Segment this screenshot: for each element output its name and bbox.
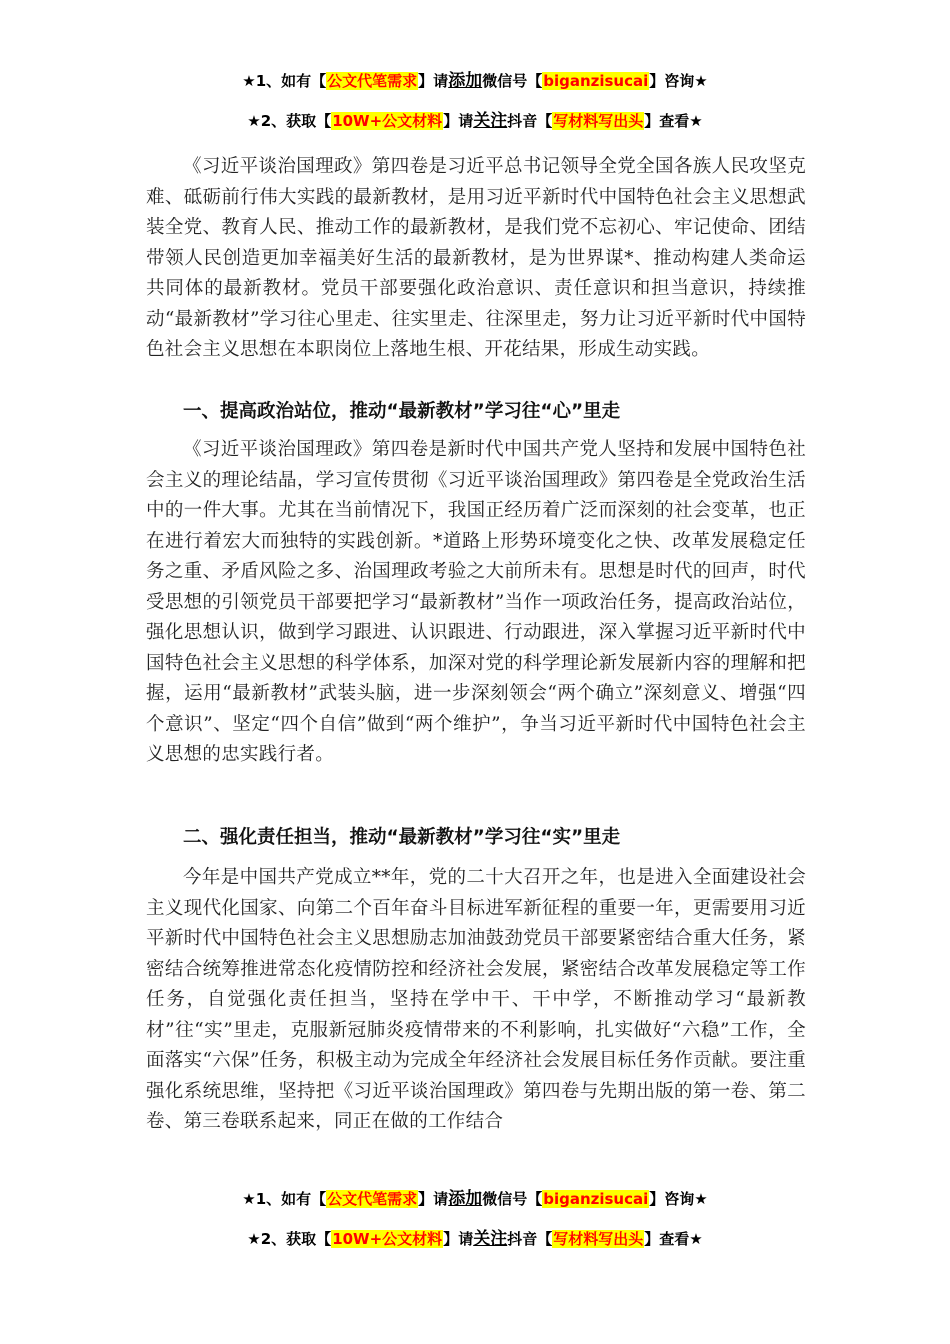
banner-emphasis: 添加 bbox=[448, 71, 483, 91]
banner-text: 微信号【 bbox=[482, 72, 543, 90]
bottom-banner-line-1 bbox=[0, 1188, 950, 1210]
section-1-paragraph: 《习近平谈治国理政》第四卷是新时代中国共产党人坚持和发展中国特色社会主义的理论结晶，学习宣传贯彻《习近平谈治国理政》第四卷是全党政治生活中的一件大事。尤其在当前情况下，我国正经历着广泛而深刻的社会变革，也正在进行着宏大而独特的实践创新。*道路上形势环境变化之快、改革发展稳定任务之重、矛盾风险之多、治国理政考验之大前所未有。思想是时代的回声，时代受思想的引领党员干部要把学习“最新教材”当作一项政治任务，提高政治站位，强化思想认识，做到学习跟进、认识跟进、行动跟进，深入掌握习近平新时代中国特色社会主义思想的科学体系，加深对党的科学理论新发展新内容的理解和把握，运用“最新教材”武装头脑，进一步深刻领会“两个确立”深刻意义、增强“四个意识”、坚定“四个自信”做到“两个维护”，争当习近平新时代中国特色社会主义思想的忠实践行者。 bbox=[146, 439, 806, 765]
banner-text: 】咨询★ bbox=[649, 72, 708, 90]
banner-text: ★1、如有【 bbox=[242, 1190, 327, 1208]
bottom-banner-line-2 bbox=[0, 1228, 950, 1250]
banner-text: 】请 bbox=[418, 1190, 449, 1208]
banner-text: ★2、获取【 bbox=[247, 112, 332, 130]
banner-text: 微信号【 bbox=[482, 1190, 543, 1208]
banner-text: ★1、如有【 bbox=[242, 72, 327, 90]
intro-paragraph-block bbox=[146, 152, 806, 366]
banner-highlight: 10W+公文材料 bbox=[332, 1230, 443, 1248]
section-2-paragraph: 今年是中国共产党成立**年，党的二十大召开之年，也是进入全面建设社会主义现代化国家、向第二个百年奋斗目标进军新征程的重要一年，更需要用习近平新时代中国特色社会主义思想励志加油鼓劲党员干部要紧密结合重大任务，紧密结合统筹推进常态化疫情防控和经济社会发展，紧密结合改革发展稳定等工作任务，自觉强化责任担当，坚持在学中干、干中学，不断推动学习“最新教材”往“实”里走，克服新冠肺炎疫情带来的不利影响，扎实做好“六稳”工作，全面落实“六保”任务，积极主动为完成全年经济社会发展目标任务作贡献。要注重强化系统思维，坚持把《习近平谈治国理政》第四卷与先期出版的第一卷、第二卷、第三卷联系起来，同正在做的工作结合 bbox=[146, 867, 806, 1132]
banner-highlight: 写材料写出头 bbox=[553, 1230, 644, 1248]
banner-emphasis: 关注 bbox=[473, 1229, 508, 1249]
banner-emphasis: 关注 bbox=[473, 111, 508, 131]
banner-text: 】请 bbox=[418, 72, 449, 90]
banner-highlight: 10W+公文材料 bbox=[332, 112, 443, 130]
banner-text: 】请 bbox=[443, 1230, 474, 1248]
banner-text: 】查看★ bbox=[644, 112, 703, 130]
banner-highlight: biganzisucai bbox=[543, 1190, 649, 1208]
banner-highlight: biganzisucai bbox=[543, 72, 649, 90]
banner-text: 抖音【 bbox=[507, 112, 553, 130]
banner-text: 】请 bbox=[443, 112, 474, 130]
banner-text: 】咨询★ bbox=[649, 1190, 708, 1208]
banner-emphasis: 添加 bbox=[448, 1189, 483, 1209]
section-2-paragraph-block bbox=[146, 863, 806, 1138]
banner-highlight: 公文代笔需求 bbox=[327, 72, 418, 90]
top-banner-line-2 bbox=[0, 110, 950, 132]
intro-paragraph: 《习近平谈治国理政》第四卷是习近平总书记领导全党全国各族人民攻坚克难、砥砺前行伟大实践的最新教材，是用习近平新时代中国特色社会主义思想武装全党、教育人民、推动工作的最新教材，是我们党不忘初心、牢记使命、团结带领人民创造更加幸福美好生活的最新教材，是为世界谋*、推动构建人类命运共同体的最新教材。党员干部要强化政治意识、责任意识和担当意识，持续推动“最新教材”学习往心里走、往实里走、往深里走，努力让习近平新时代中国特色社会主义思想在本职岗位上落地生根、开花结果，形成生动实践。 bbox=[146, 156, 806, 360]
section-1-paragraph-block bbox=[146, 435, 806, 771]
section-heading-1: 一、提高政治站位，推动“最新教材”学习往“心”里走 bbox=[183, 401, 621, 422]
top-banner-line-1 bbox=[0, 70, 950, 92]
banner-highlight: 公文代笔需求 bbox=[327, 1190, 418, 1208]
section-heading-2: 二、强化责任担当，推动“最新教材”学习往“实”里走 bbox=[183, 827, 621, 848]
banner-text: 抖音【 bbox=[507, 1230, 553, 1248]
banner-text: 】查看★ bbox=[644, 1230, 703, 1248]
banner-text: ★2、获取【 bbox=[247, 1230, 332, 1248]
banner-highlight: 写材料写出头 bbox=[553, 112, 644, 130]
